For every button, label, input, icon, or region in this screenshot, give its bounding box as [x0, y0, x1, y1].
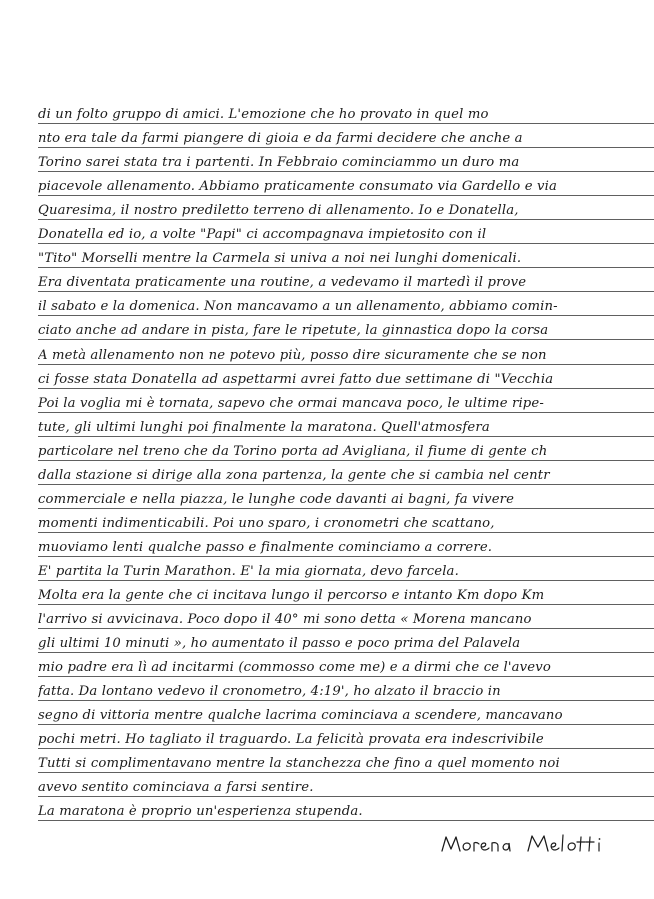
text-line — [38, 753, 654, 775]
ruled-line — [38, 388, 654, 389]
ruled-line — [38, 339, 654, 340]
text-line-content: Torino sarei stata tra i partenti. In Febbraio cominciammo un duro ma — [38, 155, 520, 171]
text-line-content: avevo sentito cominciava a farsi sentire. — [38, 780, 314, 796]
text-line-content: E' partita la Turin Marathon. E' la mia giornata, devo farcela. — [38, 563, 459, 579]
ruled-line — [38, 412, 654, 413]
text-line — [38, 272, 654, 294]
ruled-line — [38, 243, 654, 244]
text-line — [38, 128, 654, 150]
ruled-line — [38, 724, 654, 725]
text-line-content: Quaresima, il nostro prediletto terreno di allenamento. Io e Donatella, — [38, 203, 519, 219]
text-line — [38, 657, 654, 679]
text-line — [38, 681, 654, 703]
ruled-line — [38, 604, 654, 605]
text-line — [38, 561, 654, 583]
ruled-line — [38, 436, 654, 437]
text-line-content: ci fosse stata Donatella ad aspettarmi avrei fatto due settimane di "Vecchia — [38, 371, 554, 387]
text-line — [38, 777, 654, 799]
text-line-content: muoviamo lenti qualche passo e finalmente cominciamo a correre. — [38, 539, 493, 555]
text-line-content: momenti indimenticabili. Poi uno sparo, i cronometri che scattano, — [38, 515, 495, 531]
text-line-content: ciato anche ad andare in pista, fare le ripetute, la ginnastica dopo la corsa — [38, 323, 549, 339]
ruled-line — [38, 123, 654, 124]
text-line — [38, 441, 654, 463]
ruled-line — [38, 171, 654, 172]
text-line-content: Donatella ed io, a volte "Papi" ci accompagnava impietosito con il — [38, 227, 487, 243]
text-line-content: "Tito" Morselli mentre la Carmela si univa a noi nei lunghi domenicali. — [38, 251, 522, 267]
text-line — [38, 248, 654, 270]
signature — [440, 831, 620, 857]
ruled-line — [38, 364, 654, 365]
text-line-content: segno di vittoria mentre qualche lacrima cominciava a scendere, mancavano — [38, 708, 563, 724]
text-line-content: Poi la voglia mi è tornata, sapevo che ormai mancava poco, le ultime ripe- — [38, 395, 544, 411]
text-line-content: Tutti si complimentavano mentre la stanchezza che fino a quel momento noi — [38, 756, 560, 772]
ruled-line — [38, 628, 654, 629]
text-line-content: A metà allenamento non ne potevo più, posso dire sicuramente che se non — [38, 347, 547, 363]
text-line-content: La maratona è proprio un'esperienza stupenda. — [38, 804, 363, 820]
ruled-line — [38, 195, 654, 196]
text-line — [38, 369, 654, 391]
ruled-line — [38, 556, 654, 557]
text-line-content: pochi metri. Ho tagliato il traguardo. La felicità provata era indescrivibile — [38, 732, 544, 748]
ruled-line — [38, 508, 654, 509]
text-line — [38, 801, 654, 823]
text-line — [38, 345, 654, 367]
ruled-line — [38, 820, 654, 821]
text-line-content: mio padre era lì ad incitarmi (commosso come me) e a dirmi che ce l'avevo — [38, 660, 551, 676]
text-line — [38, 200, 654, 222]
text-line — [38, 705, 654, 727]
ruled-line — [38, 772, 654, 773]
text-line-content: Molta era la gente che ci incitava lungo il percorso e intanto Km dopo Km — [38, 588, 545, 603]
ruled-line — [38, 291, 654, 292]
text-line — [38, 585, 654, 607]
ruled-line — [38, 484, 654, 485]
text-line — [38, 513, 654, 535]
ruled-line — [38, 460, 654, 461]
ruled-line — [38, 796, 654, 797]
text-line — [38, 417, 654, 439]
text-line — [38, 729, 654, 751]
ruled-line — [38, 700, 654, 701]
text-line-content: tute, gli ultimi lunghi poi finalmente la maratona. Quell'atmosfera — [38, 419, 490, 435]
text-line-content: l'arrivo si avvicinava. Poco dopo il 40° mi sono detta « Morena mancano — [38, 612, 532, 628]
text-line-content: di un folto gruppo di amici. L'emozione che ho provato in quel mo — [38, 107, 489, 122]
text-line — [38, 609, 654, 631]
ruled-line — [38, 315, 654, 316]
ruled-line — [38, 676, 654, 677]
text-line-content: dalla stazione si dirige alla zona partenza, la gente che si cambia nel centr — [38, 467, 550, 483]
text-line — [38, 465, 654, 487]
text-line-content: particolare nel treno che da Torino porta ad Avigliana, il fiume di gente ch — [38, 443, 548, 459]
ruled-line — [38, 267, 654, 268]
text-line — [38, 224, 654, 246]
text-line-content: commerciale e nella piazza, le lunghe code davanti ai bagni, fa vivere — [38, 491, 515, 507]
text-line — [38, 537, 654, 559]
ruled-line — [38, 748, 654, 749]
text-line — [38, 393, 654, 415]
signature-handwriting-image — [440, 831, 620, 857]
text-line — [38, 176, 654, 198]
text-line-content: piacevole allenamento. Abbiamo praticamente consumato via Gardello e via — [38, 179, 558, 195]
ruled-line — [38, 652, 654, 653]
text-line — [38, 104, 654, 126]
text-line — [38, 152, 654, 174]
ruled-line — [38, 219, 654, 220]
text-line-content: gli ultimi 10 minuti », ho aumentato il passo e poco prima del Palavela — [38, 636, 521, 652]
text-line — [38, 296, 654, 318]
text-line — [38, 489, 654, 511]
text-line-content: il sabato e la domenica. Non mancavamo a un allenamento, abbiamo comin- — [38, 299, 558, 315]
text-line-content: fatta. Da lontano vedevo il cronometro, 4:19', ho alzato il braccio in — [38, 684, 501, 700]
ruled-line — [38, 147, 654, 148]
text-line-content: nto era tale da farmi piangere di gioia e da farmi decidere che anche a — [38, 131, 523, 147]
text-line-content: Era diventata praticamente una routine, a vedevamo il martedì il prove — [38, 275, 527, 291]
ruled-line — [38, 532, 654, 533]
text-line — [38, 320, 654, 342]
ruled-line — [38, 580, 654, 581]
text-line — [38, 633, 654, 655]
